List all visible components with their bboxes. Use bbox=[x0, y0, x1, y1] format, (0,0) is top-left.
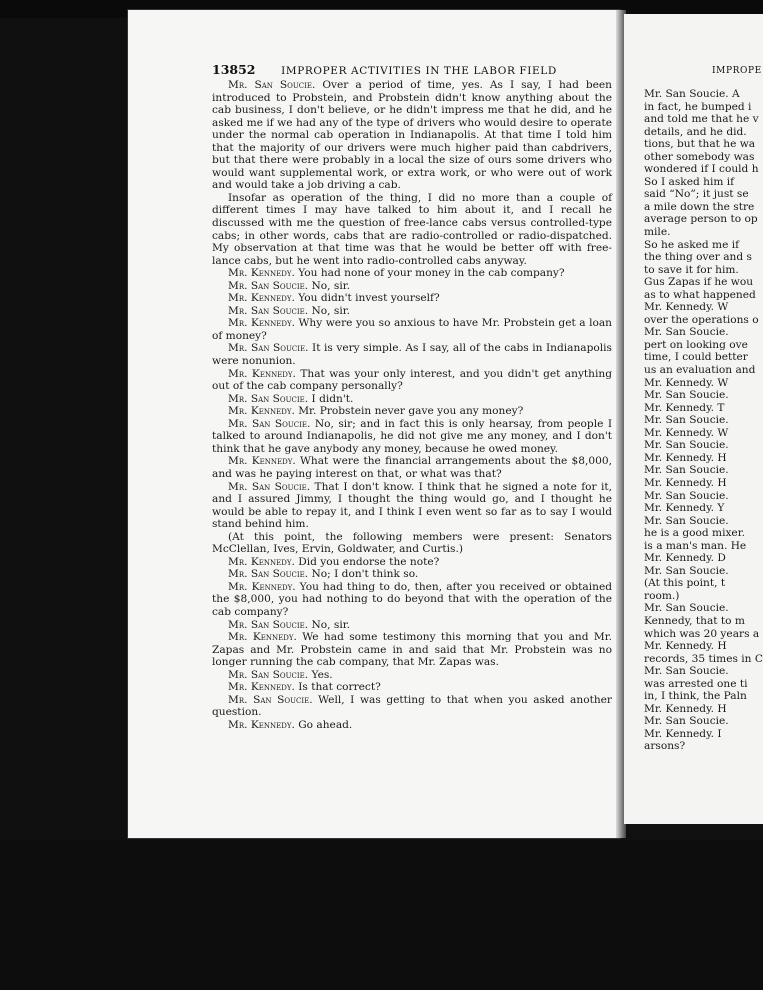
paragraph-text: Well, I was getting to that when you asked another question. bbox=[212, 693, 612, 719]
paragraph bbox=[212, 556, 612, 569]
text-line: said “No”; it just se bbox=[644, 188, 749, 201]
text-line: tions, but that he wa bbox=[644, 138, 756, 151]
paragraph bbox=[212, 305, 612, 318]
speaker-label: Mr. Kennedy. bbox=[228, 718, 295, 731]
paragraph-text: That was your only interest, and you didn't get anything out of the cab company personally? bbox=[212, 367, 612, 393]
paragraph bbox=[212, 267, 612, 280]
paragraph bbox=[212, 568, 612, 581]
paragraph bbox=[212, 619, 612, 632]
text-line: details, and he did. bbox=[644, 125, 747, 138]
text-line: Mr. Kennedy. W bbox=[644, 426, 729, 439]
text-line: Mr. San Soucie. bbox=[644, 514, 729, 527]
text-line: Mr. Kennedy. T bbox=[644, 401, 725, 414]
scan-bottom-edge bbox=[0, 840, 763, 990]
paragraph bbox=[212, 405, 612, 418]
text-line: Mr. San Soucie. bbox=[644, 389, 729, 402]
page-header bbox=[212, 62, 612, 77]
paragraph bbox=[212, 455, 612, 480]
paragraph bbox=[212, 581, 612, 619]
speaker-label: Mr. San Soucie. bbox=[228, 79, 316, 91]
paragraph bbox=[212, 317, 612, 342]
text-line: wondered if I could h bbox=[644, 163, 759, 176]
paragraph-text: It is very simple. As I say, all of the cabs in Indianapolis were nonunion. bbox=[212, 342, 612, 368]
text-line: Mr. San Soucie. bbox=[644, 414, 729, 427]
text-line: Mr. San Soucie. bbox=[644, 489, 729, 502]
paragraph bbox=[212, 481, 612, 531]
page-number: 13852 bbox=[212, 62, 256, 77]
text-line: pert on looking ove bbox=[644, 338, 748, 351]
speaker-label: Mr. San Soucie. bbox=[228, 304, 309, 317]
text-line: Mr. Kennedy. W bbox=[644, 376, 729, 389]
text-line: Mr. San Soucie. bbox=[644, 439, 729, 452]
text-line: in fact, he bumped i bbox=[644, 100, 752, 113]
right-page bbox=[624, 14, 763, 824]
paragraph bbox=[212, 192, 612, 267]
speaker-label: Mr. Kennedy. bbox=[228, 631, 297, 644]
right-page-text bbox=[644, 88, 763, 753]
text-line: Mr. Kennedy. W bbox=[644, 301, 729, 314]
text-line: us an evaluation and bbox=[644, 364, 756, 377]
speaker-label: Mr. Kennedy. bbox=[228, 580, 296, 593]
paragraph-text: No, sir; and in fact this is only hearsay, from people I talked to around Indianapolis, he did not give me any money, and I don't think that he gave anybody any money, because he owed money. bbox=[212, 417, 613, 455]
speaker-label: Mr. Kennedy. bbox=[228, 455, 296, 468]
text-line: Kennedy, that to m bbox=[644, 614, 745, 627]
paragraph-text: Mr. Probstein never gave you any money? bbox=[294, 405, 524, 418]
text-line: which was 20 years a bbox=[644, 627, 760, 640]
paragraph-text: No, sir. bbox=[308, 279, 350, 292]
paragraph bbox=[212, 79, 612, 192]
paragraph-text: What were the financial arrangements about the $8,000, and was he paying interest on that, or what was that? bbox=[212, 455, 612, 480]
paragraph bbox=[212, 719, 612, 732]
paragraph bbox=[212, 669, 612, 682]
speaker-label: Mr. Kennedy. bbox=[228, 292, 295, 305]
paragraph bbox=[212, 292, 612, 305]
text-line: in, I think, the Paln bbox=[644, 690, 747, 703]
paragraph-text: I didn't. bbox=[308, 392, 354, 405]
text-line: Mr. Kennedy. H bbox=[644, 451, 727, 464]
paragraph bbox=[212, 681, 612, 694]
paragraph bbox=[212, 694, 612, 719]
text-line: Mr. San Soucie. bbox=[644, 665, 729, 678]
text-line: Mr. Kennedy. H bbox=[644, 702, 727, 715]
paragraph-text: No; I don't think so. bbox=[308, 568, 419, 581]
paragraph-text: Over a period of time, yes. As I say, I had been introduced to Probstein, and Probstein didn't know anything about the cab business, I don't believe, or he didn't impress me that he did, and he asked me if we had any of the type of drivers who would desire to operate under the normal cab operation in Indianapolis. At that time I told him that the majority of our drivers were much higher paid than cabdrivers, but that there were probably in a local the size of ours some drivers who would want supplemental work, or extra work, or who were out of work and would take a job driving a cab. bbox=[212, 79, 612, 192]
speaker-label: Mr. San Soucie. bbox=[228, 693, 313, 706]
running-head: IMPROPER ACTIVITIES IN THE LABOR FIELD bbox=[281, 65, 557, 77]
paragraph-text: You had none of your money in the cab company? bbox=[294, 267, 565, 280]
speaker-label: Mr. San Soucie. bbox=[228, 417, 311, 430]
text-line: is a man's man. He bbox=[644, 539, 747, 552]
paragraph bbox=[212, 393, 612, 406]
text-line: he is a good mixer. bbox=[644, 527, 745, 540]
text-line: So I asked him if bbox=[644, 175, 735, 188]
speaker-label: Mr. Kennedy. bbox=[228, 681, 295, 694]
paragraph-text: Is that correct? bbox=[294, 681, 381, 694]
text-line: Gus Zapas if he wou bbox=[644, 276, 754, 289]
paragraph-text: (At this point, the following members were present: Senators McClellan, Ives, Ervin, Goldwater, and Curtis.) bbox=[212, 530, 612, 556]
text-line: arsons? bbox=[644, 740, 686, 753]
paragraph-text: Insofar as operation of the thing, I did no more than a couple of different times I may have talked to him about it, and I recall he discussed with me the question of free-lance cabs versus controlled-type cabs; in other words, cabs that are radio-controlled or radio-dispatched. My observation at that time was that he would be better off with free-lance cabs, but he went into radio-controlled cabs anyway. bbox=[212, 191, 612, 267]
speaker-label: Mr. San Soucie. bbox=[228, 279, 309, 292]
paragraph-text: Did you endorse the note? bbox=[294, 555, 440, 568]
text-line: to save it for him. bbox=[644, 263, 739, 276]
paragraph bbox=[212, 342, 612, 367]
speaker-label: Mr. San Soucie. bbox=[228, 480, 311, 493]
text-line: records, 35 times in C bbox=[644, 652, 763, 665]
speaker-label: Mr. Kennedy. bbox=[228, 555, 295, 568]
paragraph-text: Go ahead. bbox=[294, 718, 353, 731]
speaker-label: Mr. Kennedy. bbox=[228, 267, 295, 280]
text-line: Mr. San Soucie. bbox=[644, 464, 729, 477]
text-line: So he asked me if bbox=[644, 238, 740, 251]
text-line: Mr. Kennedy. H bbox=[644, 476, 727, 489]
paragraph bbox=[212, 531, 612, 556]
speaker-label: Mr. Kennedy. bbox=[228, 367, 296, 380]
text-line: over the operations o bbox=[644, 313, 759, 326]
left-page-text bbox=[212, 79, 612, 731]
text-line: as to what happened bbox=[644, 288, 756, 301]
speaker-label: Mr. San Soucie. bbox=[228, 618, 309, 631]
paragraph-text: You had thing to do, then, after you received or obtained the $8,000, you had nothing to do beyond that with the operation of the cab company? bbox=[212, 580, 613, 618]
text-line: the thing over and s bbox=[644, 251, 752, 264]
text-line: average person to op bbox=[644, 213, 758, 226]
right-running-head: IMPROPE bbox=[712, 66, 762, 76]
paragraph bbox=[212, 280, 612, 293]
text-line: Mr. San Soucie. bbox=[644, 602, 729, 615]
paragraph-text: Why were you so anxious to have Mr. Probstein get a loan of money? bbox=[212, 317, 612, 342]
text-line: (At this point, t bbox=[644, 577, 726, 590]
text-line: Mr. San Soucie. A bbox=[644, 88, 740, 100]
speaker-label: Mr. Kennedy. bbox=[228, 317, 295, 330]
paragraph-text: No, sir. bbox=[308, 618, 350, 631]
text-line: Mr. San Soucie. bbox=[644, 326, 729, 339]
paragraph-text: We had some testimony this morning that you and Mr. Zapas and Mr. Probstein came in and said that Mr. Probstein was no longer running the cab company, that Mr. Zapas was. bbox=[212, 631, 612, 669]
paragraph-text: No, sir. bbox=[308, 304, 350, 317]
paragraph bbox=[212, 631, 612, 669]
text-line: Mr. San Soucie. bbox=[644, 715, 729, 728]
paragraph bbox=[212, 368, 612, 393]
text-line: room.) bbox=[644, 589, 680, 602]
text-line: Mr. Kennedy. Y bbox=[644, 502, 725, 515]
speaker-label: Mr. San Soucie. bbox=[228, 668, 309, 681]
text-line: Mr. San Soucie. bbox=[644, 564, 729, 577]
speaker-label: Mr. San Soucie. bbox=[228, 568, 309, 581]
paragraph-text: You didn't invest yourself? bbox=[294, 292, 440, 305]
text-line: Mr. Kennedy. D bbox=[644, 552, 726, 565]
text-line: a mile down the stre bbox=[644, 200, 755, 213]
paragraph-text: Yes. bbox=[308, 668, 333, 681]
text-line: mile. bbox=[644, 226, 671, 239]
paragraph bbox=[212, 418, 612, 456]
text-line: other somebody was bbox=[644, 150, 755, 163]
paragraph-text: That I don't know. I think that he signed a note for it, and I assured Jimmy, I thought the thing would go, and I thought he would be able to repay it, and I think I even went so far as to say I would stand behind him. bbox=[212, 480, 613, 531]
text-line: Mr. Kennedy. H bbox=[644, 640, 727, 653]
speaker-label: Mr. San Soucie. bbox=[228, 342, 309, 355]
speaker-label: Mr. San Soucie. bbox=[228, 392, 309, 405]
text-line: Mr. Kennedy. I bbox=[644, 727, 722, 740]
text-line: and told me that he v bbox=[644, 113, 759, 126]
text-line: time, I could better bbox=[644, 351, 748, 364]
speaker-label: Mr. Kennedy. bbox=[228, 405, 295, 418]
text-line: was arrested one ti bbox=[644, 677, 748, 690]
